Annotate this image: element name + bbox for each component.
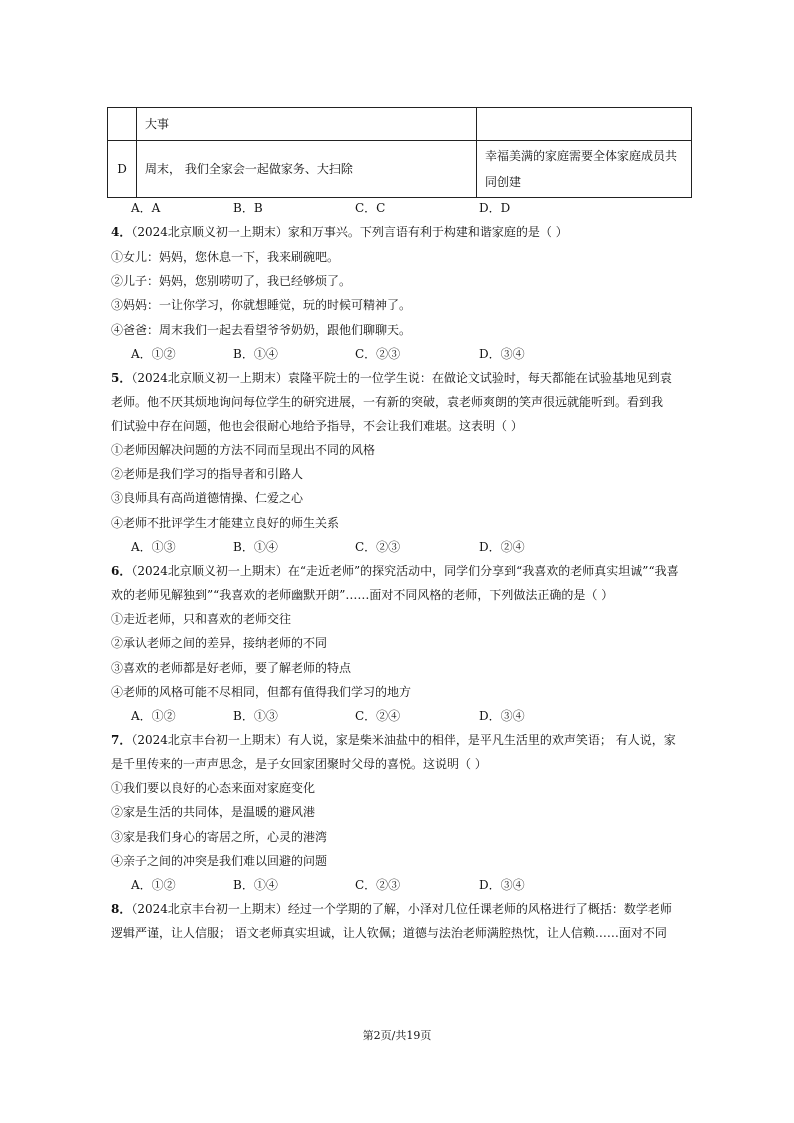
row-letter: [108, 108, 137, 141]
option-d: D．③④: [479, 347, 525, 361]
question-number: 4．: [111, 225, 132, 239]
page-footer: 第2页/共19页: [362, 1029, 432, 1042]
question-item: ④老师的风格可能不尽相同，但都有值得我们学习的地方: [111, 685, 412, 699]
option-a: A．①②: [131, 709, 176, 723]
option-a: A．①②: [131, 878, 176, 892]
question-stem-line: 们试验中存在问题，他也会很耐心地给予指导，不会让我们难堪。这表明（ ）: [111, 419, 523, 433]
row-content: 大事: [137, 108, 477, 141]
question-item: ④老师不批评学生才能建立良好的师生关系: [111, 516, 340, 530]
question-item: ③喜欢的老师都是好老师，要了解老师的特点: [111, 661, 352, 675]
question-5-stem: 5．（2024北京顺义初一上期末）袁隆平院士的一位学生说：在做论文试验时，每天都能在试验基地见到袁: [111, 371, 672, 385]
row-meaning: [477, 108, 692, 141]
question-item: ①走近老师，只和喜欢的老师交往: [111, 612, 292, 626]
option-b: B．①④: [233, 878, 278, 892]
option-c: C．②③: [355, 878, 401, 892]
question-item: ②家是生活的共同体，是温暖的避风港: [111, 805, 316, 819]
option-b: B．B: [233, 201, 263, 215]
row-content: 周末， 我们全家会一起做家务、大扫除: [137, 141, 477, 198]
option-b: B．①④: [233, 540, 278, 554]
question-item: ①女儿：妈妈，您休息一下，我来刷碗吧。: [111, 250, 340, 264]
option-a: A．①②: [131, 347, 176, 361]
option-d: D．D: [479, 201, 511, 215]
question-stem-line: 欢的老师见解独到”“我喜欢的老师幽默开朗”……面对不同风格的老师，下列做法正确的是（ ）: [111, 588, 614, 602]
row-letter: D: [108, 141, 137, 198]
question-7-stem: 7．（2024北京丰台初一上期末）有人说，家是柴米油盐中的相伴，是平凡生活里的欢声笑语； 有人说，家: [111, 733, 676, 747]
row-meaning: [477, 141, 692, 198]
question-item: ④亲子之间的冲突是我们难以回避的问题: [111, 854, 328, 868]
question-item: ①我们要以良好的心态来面对家庭变化: [111, 781, 316, 795]
option-d: D．②④: [479, 540, 525, 554]
option-a: A．①③: [131, 540, 176, 554]
option-d: D．③④: [479, 709, 525, 723]
question-stem-line: 老师。他不厌其烦地询问每位学生的研究进展，一有新的突破，袁老师爽朗的笑声很远就能听到。看到我: [111, 395, 664, 409]
option-b: B．①④: [233, 347, 278, 361]
option-b: B．①③: [233, 709, 278, 723]
question-stem-line: 逻辑严谨，让人信服； 语文老师真实坦诚，让人钦佩；道德与法治老师满腔热忱，让人信赖……面对不同: [111, 926, 667, 940]
question-item: ③妈妈：一让你学习，你就想睡觉，玩的时候可精神了。: [111, 298, 412, 312]
question-stem-line: 是千里传来的一声声思念，是子女回家团聚时父母的喜悦。这说明（ ）: [111, 757, 487, 771]
table-row: [108, 108, 692, 141]
question-item: ③良师具有高尚道德情操、仁爱之心: [111, 491, 304, 505]
question-8-stem: 8．（2024北京丰台初一上期末）经过一个学期的了解，小泽对几位任课老师的风格进行了概括：数学老师: [111, 902, 672, 916]
question-item: ②儿子：妈妈，您别唠叨了，我已经够烦了。: [111, 274, 352, 288]
question-item: ③家是我们身心的寄居之所，心灵的港湾: [111, 830, 328, 844]
question-item: ②承认老师之间的差异，接纳老师的不同: [111, 636, 328, 650]
question-6-stem: 6．（2024北京顺义初一上期末）在“走近老师”的探究活动中，同学们分享到“我喜欢的老师真实坦诚”“我喜: [111, 564, 679, 578]
option-c: C．②③: [355, 347, 401, 361]
option-c: C．②③: [355, 540, 401, 554]
options-table: [107, 107, 692, 198]
question-item: ①老师因解决问题的方法不同而呈现出不同的风格: [111, 443, 376, 457]
option-d: D．③④: [479, 878, 525, 892]
option-a: A．A: [131, 201, 161, 215]
question-4-stem: 4．（2024北京顺义初一上期末）家和万事兴。下列言语有利于构建和谐家庭的是（ ）: [111, 225, 568, 239]
row-meaning-line: 幸福美满的家庭需要全体家庭成员共: [485, 149, 678, 163]
option-c: C．C: [355, 201, 386, 215]
option-c: C．②④: [355, 709, 401, 723]
question-number: 8．: [111, 902, 132, 916]
row-meaning-line: 同创建: [485, 175, 522, 189]
table-row: [108, 141, 692, 198]
question-number: 6．: [111, 564, 132, 578]
question-number: 7．: [111, 733, 132, 747]
question-number: 5．: [111, 371, 132, 385]
question-item: ④爸爸：周末我们一起去看望爷爷奶奶，跟他们聊聊天。: [111, 323, 412, 337]
question-item: ②老师是我们学习的指导者和引路人: [111, 467, 304, 481]
